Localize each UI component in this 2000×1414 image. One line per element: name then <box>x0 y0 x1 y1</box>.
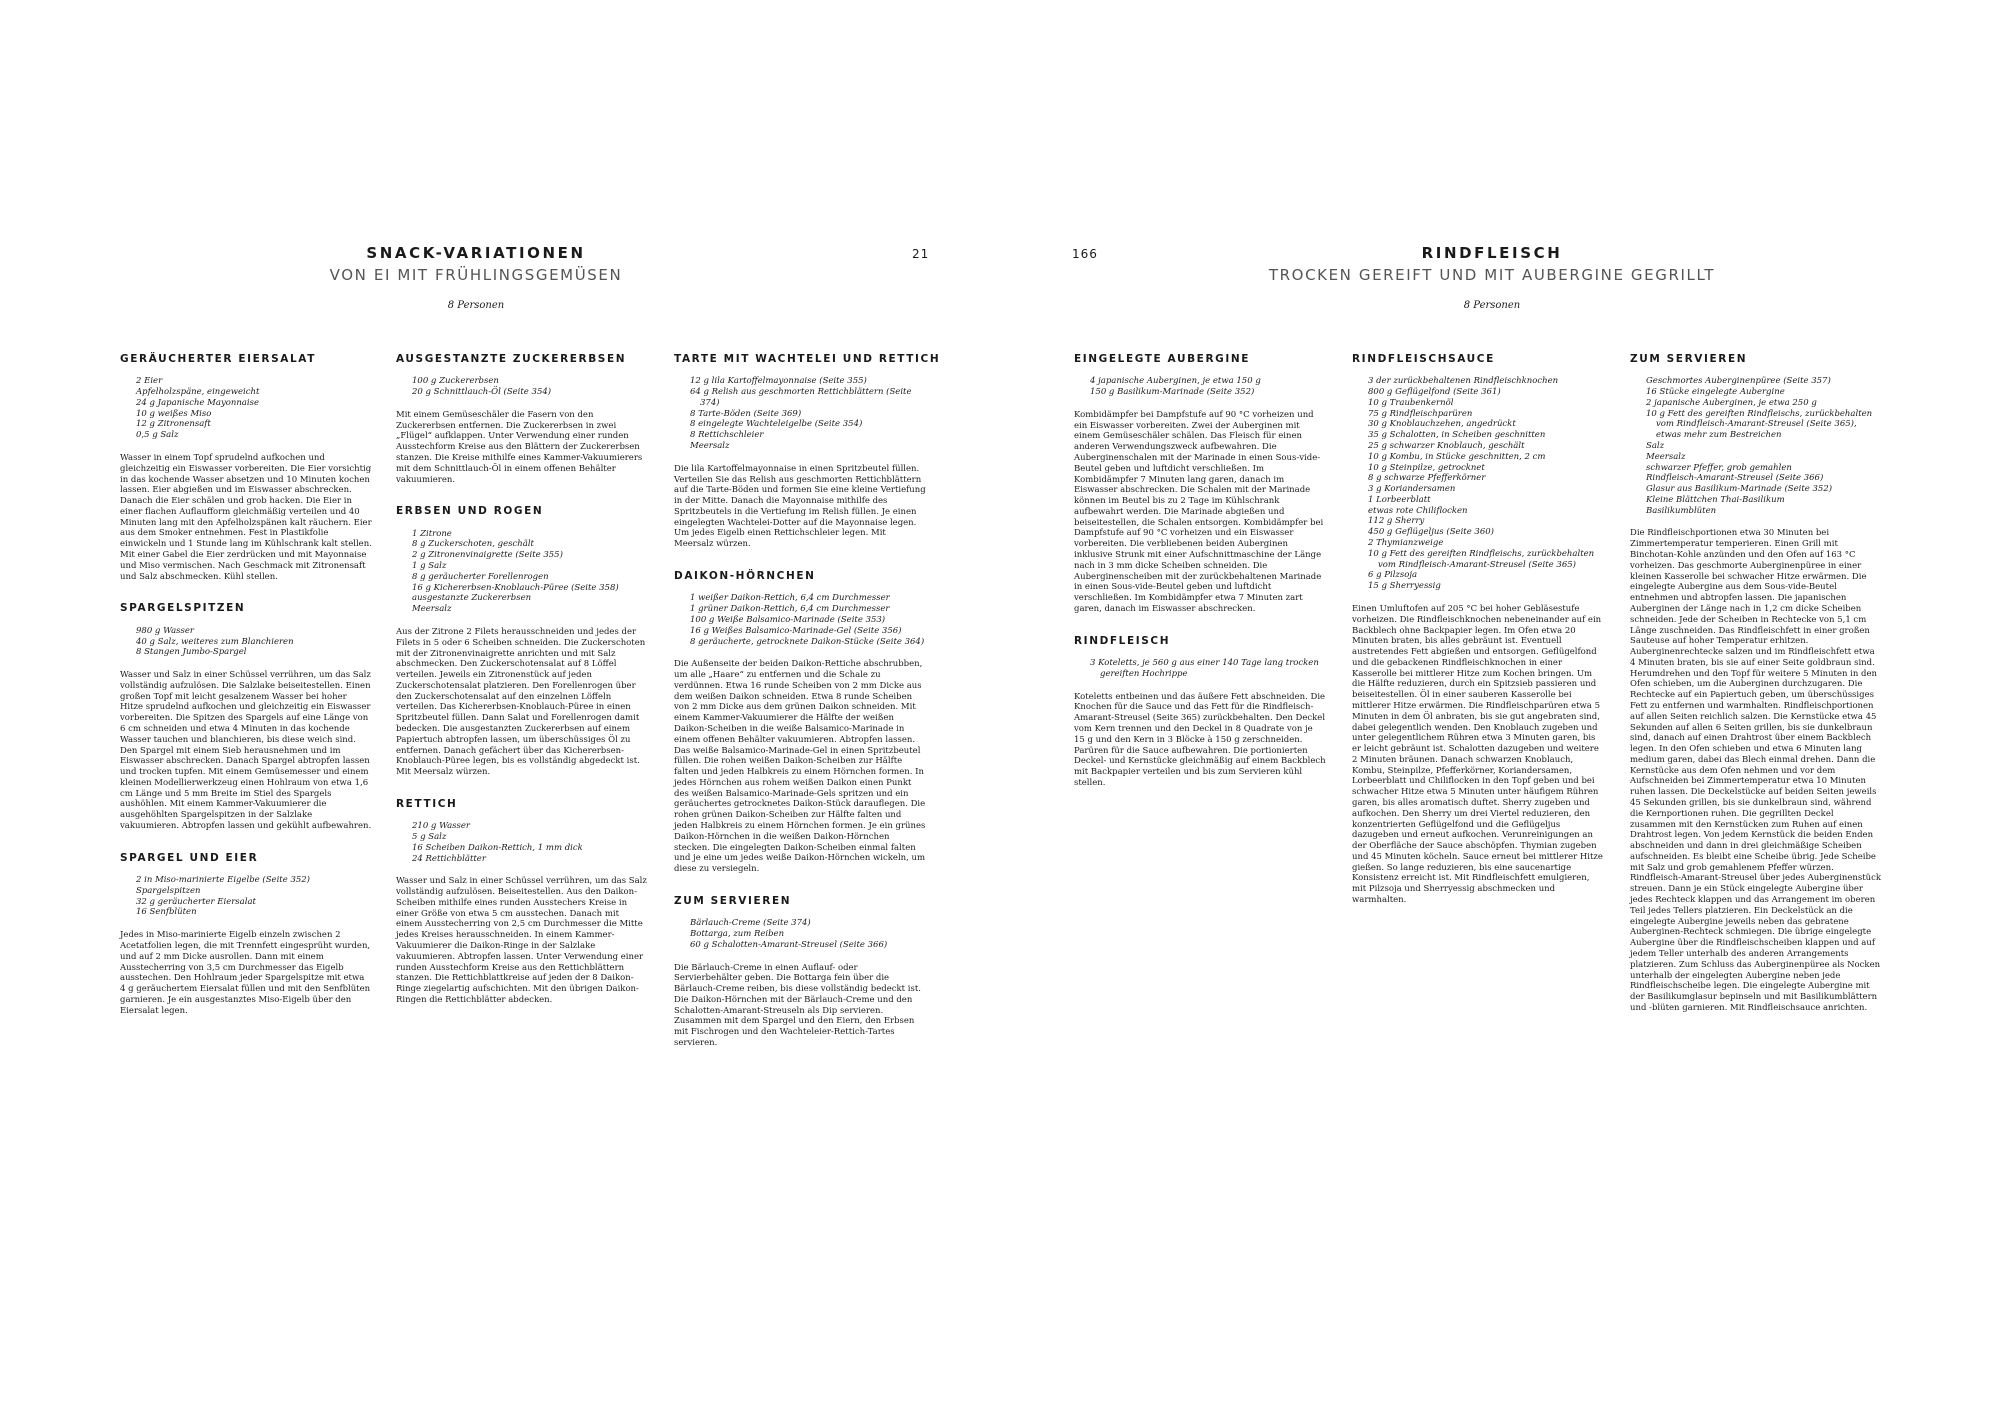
page-number: 21 <box>912 247 930 261</box>
ingredient-item: 12 g lila Kartoffelmayonnaise (Seite 355) <box>690 376 867 387</box>
ingredient-list <box>120 626 372 658</box>
ingredient-item: Spargelspitzen <box>136 885 201 896</box>
section-title: ZUM SERVIEREN <box>1630 353 1748 365</box>
recipe-subtitle: TROCKEN GEREIFT UND MIT AUBERGINE GEGRILLT <box>1268 266 1716 284</box>
section-title: TARTE MIT WACHTELEI UND RETTICH <box>674 353 941 365</box>
right-page <box>1000 0 2000 1414</box>
recipe-header-left <box>276 244 676 284</box>
recipe-section <box>674 895 926 1049</box>
recipe-column <box>1630 353 1882 1014</box>
ingredient-item: 3 Koteletts, je 560 g aus einer 140 Tage lang trocken gereiften Hochrippe <box>1090 658 1319 679</box>
section-title: DAIKON-HÖRNCHEN <box>674 570 816 583</box>
ingredient-item: 1 weißer Daikon-Rettich, 6,4 cm Durchmesser <box>690 593 890 604</box>
ingredient-item: 60 g Schalotten-Amarant-Streusel (Seite 366) <box>690 939 888 950</box>
ingredient-item: 16 g Kichererbsen-Knoblauch-Püree (Seite 358) <box>412 582 619 593</box>
ingredient-list <box>674 918 926 950</box>
section-title: AUSGESTANZTE ZUCKERERBSEN <box>396 353 627 365</box>
ingredient-item: 2 in Miso-marinierte Eigelbe (Seite 352) <box>136 875 310 886</box>
ingredient-item: 32 g geräucherter Eiersalat <box>136 896 256 907</box>
ingredient-item: 2 Thymianzweige <box>1368 538 1444 549</box>
recipe-section <box>1074 635 1326 789</box>
ingredient-item: 100 g Zuckererbsen <box>412 376 499 387</box>
serves-count: 8 Personen <box>1463 300 1521 311</box>
method-text: Die Rindfleischportionen etwa 30 Minuten bei Zimmertemperatur temperieren. Einen Grill mit Binchotan-Kohle anzünden und den Ofen auf 163 °C vorheizen. Das geschmorte Auberginenpüree in einer kleinen Kasserolle bei schwacher Hitze erwärmen. Die eingelegte Aubergine aus dem Sous-vide-Beutel entnehmen und abtropfen lassen. Die japanischen Auberginen der Länge nach in 1,2 cm dicke Scheiben schneiden. Jede der Scheiben in Rechtecke von 5,1 cm Länge zuschneiden. Das Rindfleischfett in einer großen Sauteuse auf hoher Temperatur erhitzen. Auberginenrechtecke salzen und im Rindfleischfett etwa 4 Minuten braten, bis sie auf einer Seite goldbraun sind. Herumdrehen und den Topf für weitere 5 Minuten in den Ofen schieben, um die Auberginen durchzugaren. Die Rechtecke auf ein Papiertuch geben, um überschüssiges Fett zu entfernen und warmhalten. Rindfleischportionen auf allen Seiten reichlich salzen. Die Kernstücke etwa 45 Sekunden auf allen 6 Seiten grillen, bis sie dunkelbraun sind, danach auf einen Drahtrost über einem Backblech legen. In den Ofen schieben und etwa 6 Minuten lang medium garen, dabei das Blech einmal drehen. Dann die Kernstücke aus dem Ofen nehmen und vor dem Aufschneiden bei Zimmertemperatur etwa 10 Minuten ruhen lassen. Die Deckelstücke auf beiden Seiten jeweils 45 Sekunden grillen, bis sie dunkelbraun sind, während die Kernportionen ruhen. Die gegrillten Deckel zusammen mit den Kernstücken zum Ruhen auf einen Drahtrost legen. Von jedem Kernstück die beiden Enden abschneiden und dann in drei gleichmäßige Scheiben aufschneiden. Es bleibt eine Scheibe übrig. Jede Scheibe mit Salz und grob gemahlenem Pfeffer würzen. Rindfleisch-Amarant-Streusel über jedes Auberginenstück streuen. Dann je ein Stück eingelegte Aubergine über jedes Rechteck klappen und das Arrangement im oberen Teil jedes Tellers platzieren. Ein Deckelstück an die eingelegte Aubergine jeweils neben das gebratene Auberginen-Rechteck schmiegen. Die übrige eingelegte Aubergine über die Rindfleischscheiben klappen und auf jedem Teller unterhalb des anderen Arrangements platzieren. Zum Schluss das Auberginenpüree als Nocken unterhalb der eingelegten Aubergine neben jede Rindfleischscheibe legen. Die eingelegte Aubergine mit der Basilikumglasur bepinseln und mit Basilikumblättern und -blüten garnieren. Mit Rindfleischsauce anrichten. <box>1630 528 1882 1013</box>
ingredient-item: Meersalz <box>1646 451 1686 462</box>
ingredient-item: 8 Stangen Jumbo-Spargel <box>136 647 247 658</box>
ingredient-item: Rindfleisch-Amarant-Streusel (Seite 366) <box>1646 473 1824 484</box>
ingredient-item: Apfelholzspäne, eingeweicht <box>136 387 260 398</box>
ingredient-item: Geschmortes Auberginenpüree (Seite 357) <box>1646 376 1831 387</box>
section-title: RINDFLEISCHSAUCE <box>1352 353 1495 365</box>
recipe-title: SNACK-VARIATIONEN <box>366 244 586 262</box>
method-text: Mit einem Gemüseschäler die Fasern von den Zuckererbsen entfernen. Die Zuckererbsen in zwei „Flügel“ aufklappen. Unter Verwendung einer runden Ausstechform Kreise aus den Blättern der Zuckererbsen stanzen. Die Kreise mithilfe eines Kammer-Vakuumierers mit dem Schnittlauch-Öl in einem offenen Behälter vakuumieren. <box>396 409 643 485</box>
ingredient-list <box>120 376 372 441</box>
ingredient-list <box>120 875 372 918</box>
ingredient-item: Bottarga, zum Reiben <box>690 929 785 940</box>
ingredient-list <box>674 593 926 647</box>
ingredient-item: 25 g schwarzer Knoblauch, geschält <box>1368 441 1525 452</box>
section-title: RETTICH <box>396 797 458 810</box>
ingredient-item: 16 g Weißes Balsamico-Marinade-Gel (Seite 356) <box>690 625 902 636</box>
ingredient-item: Salz <box>1646 441 1665 452</box>
section-title: GERÄUCHERTER EIERSALAT <box>120 353 316 365</box>
method-text: Die Bärlauch-Creme in einen Auflauf- oder Servierbehälter geben. Die Bottarga fein über die Bärlauch-Creme reiben, bis diese vollständig bedeckt ist. Die Daikon-Hörnchen mit der Bärlauch-Creme und den Schalotten-Amarant-Streuseln als Dip servieren. Zusammen mit dem Spargel und den Eiern, den Erbsen mit Fischrogen und den Wachteleier-Rettich-Tartes servieren. <box>674 962 921 1049</box>
recipe-section <box>396 353 648 485</box>
ingredient-item: 15 g Sherryessig <box>1368 581 1441 592</box>
method-text: Die Außenseite der beiden Daikon-Rettiche abschrubben, um alle „Haare“ zu entfernen und die Schale zu verdünnen. Etwa 16 runde Scheiben von 2 mm Dicke aus dem weißen Daikon schneiden. Etwa 8 runde Scheiben von 2 mm Dicke aus dem grünen Daikon schneiden. Mit einem Kammer-Vakuumierer die Hälfte der weißen Daikon-Scheiben in die weiße Balsamico-Marinade in einem offenen Behälter vakuumieren. Abtropfen lassen. Das weiße Balsamico-Marinade-Gel in einen Spritzbeutel füllen. Die rohen weißen Daikon-Scheiben zur Hälfte falten und jeden Halbkreis zu einem Hörnchen formen. In jedes Hörnchen aus rohem weißen Daikon einen Punkt des weißen Balsamico-Marinade-Gels spritzen und ein geräuchertes getrocknetes Daikon-Stück darauflegen. Die rohen grünen Daikon-Scheiben zur Hälfte falten und jeden Halbkreis zu einem Hörnchen formen. Je ein grünes Daikon-Hörnchen in die weißen Daikon-Hörnchen stecken. Die eingelegten Daikon-Scheiben einmal falten und je eine um jedes weiße Daikon-Hörnchen wickeln, um diese zu versiegeln. <box>674 659 926 875</box>
ingredient-item: 8 g schwarze Pfefferkörner <box>1368 473 1486 484</box>
ingredient-item: 64 g Relish aus geschmorten Rettichblättern (Seite 374) <box>690 387 912 408</box>
ingredient-item: 450 g Geflügeljus (Seite 360) <box>1368 527 1494 538</box>
recipe-section <box>1630 353 1882 1014</box>
ingredient-item: 10 g Fett des gereiften Rindfleischs, zurückbehalten vom Rindfleisch-Amarant-Streusel (Seite 365), etwas mehr zum Bestreichen <box>1646 408 1873 441</box>
ingredient-item: 30 g Knoblauchzehen, angedrückt <box>1368 419 1516 430</box>
ingredient-item: schwarzer Pfeffer, grob gemahlen <box>1646 462 1792 473</box>
recipe-header-right <box>1222 244 1762 284</box>
recipe-section <box>396 505 648 778</box>
ingredient-list <box>674 376 926 451</box>
ingredient-item: 24 g Japanische Mayonnaise <box>136 397 259 408</box>
ingredient-list <box>396 376 648 398</box>
ingredient-item: 100 g Weiße Balsamico-Marinade (Seite 353) <box>690 614 886 625</box>
recipe-section <box>120 852 372 1017</box>
page-number: 166 <box>1072 247 1098 261</box>
ingredient-item: 40 g Salz, weiteres zum Blanchieren <box>136 636 294 647</box>
ingredient-item: 35 g Schalotten, in Scheiben geschnitten <box>1368 430 1546 441</box>
ingredient-item: 980 g Wasser <box>136 625 194 636</box>
section-title: ERBSEN UND ROGEN <box>396 505 544 518</box>
ingredient-item: Bärlauch-Creme (Seite 374) <box>690 918 811 929</box>
recipe-column <box>674 353 941 1049</box>
method-text: Wasser und Salz in einer Schüssel verrühren, um das Salz vollständig aufzulösen. Die Salzlake beiseitestellen. Einen großen Topf mit leicht gesalzenem Wasser bei hoher Hitze sprudelnd aufkochen und gleichzeitig ein Eiswasser vorbereiten. Die Spitzen des Spargels auf eine Länge von 6 cm schneiden und etwa 4 Minuten in das kochende Wasser tauchen und blanchieren, bis diese weich sind. Den Spargel mit einem Sieb herausnehmen und im Eiswasser abschrecken. Danach Spargel abtropfen lassen und trocken tupfen. Mit einem Gemüsemesser und einem kleinen Modellierwerkzeug einen Hohlraum von etwa 1,6 cm Länge und 5 mm Breite im Stiel des Spargels aushöhlen. Mit einem Kammer-Vakuumierer die ausgehöhlten Spargelspitzen in der Salzlake vakuumieren. Abtropfen lassen und gekühlt aufbewahren. <box>120 670 372 831</box>
ingredient-list <box>1352 376 1604 592</box>
ingredient-item: 10 g Fett des gereiften Rindfleischs, zurückbehalten vom Rindfleisch-Amarant-Streusel (Seite 365) <box>1368 548 1595 570</box>
ingredient-item: 8 eingelegte Wachteleigelbe (Seite 354) <box>690 419 863 430</box>
ingredient-item: Meersalz <box>412 604 452 615</box>
ingredient-item: 112 g Sherry <box>1368 516 1425 527</box>
ingredient-item: 1 grüner Daikon-Rettich, 6,4 cm Durchmesser <box>690 604 890 615</box>
ingredient-item: 10 g Traubenkernöl <box>1368 397 1454 408</box>
ingredient-item: etwas rote Chiliflocken <box>1368 505 1468 516</box>
method-text: Koteletts entbeinen und das äußere Fett abschneiden. Die Knochen für die Sauce und das Fett für die Rindfleisch-Amarant-Streusel (Seite 365) zurückbehalten. Den Deckel vom Kern trennen und den Deckel in 8 Quadrate von je 15 g und den Kern in 3 Blöcke à 150 g zerschneiden. Parüren für die Sauce aufbewahren. Die portionierten Deckel- und Kernstücke gleichmäßig auf einem Backblech mit Backpapier verteilen und bis zum Servieren kühl stellen. <box>1074 691 1326 788</box>
ingredient-list <box>396 529 648 615</box>
ingredient-item: 800 g Geflügelfond (Seite 361) <box>1368 387 1501 398</box>
ingredient-item: 12 g Zitronensaft <box>136 419 211 430</box>
recipe-section <box>120 353 372 582</box>
ingredient-item: 8 Tarte-Böden (Seite 369) <box>690 408 802 419</box>
recipe-section <box>1074 353 1326 615</box>
ingredient-item: 1 g Salz <box>412 561 447 572</box>
ingredient-list <box>1074 376 1326 398</box>
ingredient-item: 4 japanische Auberginen, je etwa 150 g <box>1090 376 1261 387</box>
ingredient-item: 150 g Basilikum-Marinade (Seite 352) <box>1090 387 1255 398</box>
method-text: Einen Umluftofen auf 205 °C bei hoher Gebläsestufe vorheizen. Die Rindfleischknochen nebeneinander auf ein Backblech ohne Backpapier legen. Im Ofen etwa 20 Minuten braten, bis alles gebräunt ist. Eventuell austretendes Fett abgießen und entsorgen. Geflügelfond und die gebackenen Rindfleischknochen in einer Kasserolle bei mittlerer Hitze zum Kochen bringen. Um die Hälfte reduzieren, durch ein Spitzsieb passieren und beiseitestellen. Öl in einer sauberen Kasserolle bei mittlerer Hitze erwärmen. Die Rindfleischparüren etwa 5 Minuten in dem Öl anbraten, bis sie gut angebraten sind, dabei gelegentlich wenden. Den Knoblauch zugeben und unter gelegentlichem Rühren etwa 3 Minuten garen, bis er leicht gebräunt ist. Schalotten dazugeben und weitere 2 Minuten bräunen. Danach schwarzen Knoblauch, Kombu, Steinpilze, Pfefferkörner, Koriandersamen, Lorbeerblatt und Chiliflocken in den Topf geben und bei schwacher Hitze etwa 5 Minuten unter häufigem Rühren garen, bis alles aromatisch duftet. Sherry zugeben und aufkochen. Den Sherry um drei Viertel reduzieren, den konzentrierten Geflügelfond und die Geflügeljus dazugeben und erneut aufkochen. Verunreinigungen an der Oberfläche der Sauce abschöpfen. Thymian zugeben und 45 Minuten köcheln. Sauce erneut bei mittlerer Hitze gießen. So lange reduzieren, bis eine saucenartige Konsistenz erreicht ist. Mit Rindfleischfett emulgieren, mit Pilzsoja und Sherryessig abschmecken und warmhalten. <box>1352 603 1603 906</box>
ingredient-item: 24 Rettichblätter <box>412 853 486 864</box>
ingredient-item: 1 Zitrone <box>412 528 452 539</box>
ingredient-item: 2 g Zitronenvinaigrette (Seite 355) <box>412 550 563 561</box>
ingredient-item: 16 Scheiben Daikon-Rettich, 1 mm dick <box>412 842 583 853</box>
ingredient-item: Glasur aus Basilikum-Marinade (Seite 352) <box>1646 484 1833 495</box>
ingredient-item: 16 Stücke eingelegte Aubergine <box>1646 387 1785 398</box>
ingredient-list <box>1630 376 1882 516</box>
ingredient-item: 3 der zurückbehaltenen Rindfleischknochen <box>1368 376 1559 387</box>
section-title: SPARGELSPITZEN <box>120 602 246 615</box>
method-text: Die lila Kartoffelmayonnaise in einen Spritzbeutel füllen. Verteilen Sie das Relish aus geschmorten Rettichblättern auf die Tarte-Böden und formen Sie eine kleine Vertiefung in der Mitte. Danach die Mayonnaise mithilfe des Spritzbeutels in die Vertiefung im Relish füllen. Je einen eingelegten Wachtelei-Dotter auf die Mayonnaise legen. Um jedes Eigelb einen Rettichschleier legen. Mit Meersalz würzen. <box>674 463 926 550</box>
section-title: SPARGEL UND EIER <box>120 851 259 864</box>
ingredient-item: 10 g Steinpilze, getrocknet <box>1368 462 1485 473</box>
recipe-section <box>120 602 372 831</box>
recipe-column <box>396 353 648 1006</box>
ingredient-item: Kleine Blättchen Thai-Basilikum <box>1646 494 1785 505</box>
method-text: Jedes in Miso-marinierte Eigelb einzeln zwischen 2 Acetatfolien legen, die mit Trennfett eingesprüht wurden, und auf 2 mm Dicke ausrollen. Dann mit einem Ausstecherring von 3,5 cm Durchmesser das Eigelb ausstechen. Den Hohlraum jeder Spargelspitze mit etwa 4 g geräuchertem Eiersalat füllen und mit den Senfblüten garnieren. Je ein ausgestanztes Miso-Eigelb über den Eiersalat legen. <box>120 930 371 1016</box>
section-title: RINDFLEISCH <box>1074 634 1171 647</box>
ingredient-item: 5 g Salz <box>412 831 447 842</box>
ingredient-item: 2 Eier <box>136 376 163 387</box>
method-text: Wasser in einem Topf sprudelnd aufkochen und gleichzeitig ein Eiswasser vorbereiten. Die Eier vorsichtig in das kochende Wasser absetzen und 10 Minuten kochen lassen. Eier abgießen und im Eiswasser abschrecken. Danach die Eier schälen und grob hacken. Die Eier in einer flachen Auflaufform gleichmäßig verteilen und 40 Minuten lang mit den Apfelholzspänen kalt räuchern. Eier aus dem Smoker entnehmen. Fest in Plastikfolie einwickeln und 1 Stunde lang im Kühlschrank kalt stellen. Mit einer Gabel die Eier zerdrücken und mit Mayonnaise und Miso vermischen. Nach Geschmack mit Zitronensaft und Salz abschmecken. Kühl stellen. <box>120 453 372 582</box>
recipe-section <box>1352 353 1604 906</box>
recipe-column <box>120 353 372 1016</box>
serves-count: 8 Personen <box>447 300 505 311</box>
ingredient-list <box>1074 658 1326 680</box>
method-text: Wasser und Salz in einer Schüssel verrühren, um das Salz vollständig aufzulösen. Beiseitestellen. Aus den Daikon-Scheiben mithilfe eines runden Ausstechers Kreise in einer Größe von etwa 5 cm ausstechen. Danach mit einem Ausstecherring von 2,5 cm Durchmesser die Mitte jedes Kreises herausschneiden. In einem Kammer-Vakuumierer die Daikon-Ringe in der Salzlake vakuumieren. Abtropfen lassen. Unter Verwendung einer runden Ausstechform Kreise aus den Rettichblättern stanzen. Die Rettichblattkreise auf jeden der 8 Daikon-Ringe ziegelartig aufschichten. Mit den übrigen Daikon-Ringen die Rettichblätter abdecken. <box>396 876 647 1005</box>
ingredient-item: 8 g geräucherter Forellenrogen <box>412 571 549 582</box>
section-title: EINGELEGTE AUBERGINE <box>1074 353 1251 365</box>
ingredient-item: 8 Rettichschleier <box>690 430 764 441</box>
ingredient-item: 0,5 g Salz <box>136 430 179 441</box>
ingredient-item: 1 Lorbeerblatt <box>1368 494 1431 505</box>
recipe-section <box>674 570 926 875</box>
ingredient-item: 3 g Koriandersamen <box>1368 484 1456 495</box>
ingredient-item: 20 g Schnittlauch-Öl (Seite 354) <box>412 387 552 398</box>
ingredient-item: 210 g Wasser <box>412 821 470 832</box>
recipe-column <box>1074 353 1326 789</box>
recipe-title: RINDFLEISCH <box>1421 244 1563 262</box>
ingredient-item: 75 g Rindfleischparüren <box>1368 408 1473 419</box>
ingredient-item: 10 g Kombu, in Stücke geschnitten, 2 cm <box>1368 451 1546 462</box>
ingredient-item: 16 Senfblüten <box>136 907 197 918</box>
ingredient-item: 8 g Zuckerschoten, geschält <box>412 539 534 550</box>
section-title: ZUM SERVIEREN <box>674 894 792 907</box>
method-text: Aus der Zitrone 2 Filets herausschneiden und jedes der Filets in 5 oder 6 Scheiben schneiden. Die Zuckerschoten mit der Zitronenvinaigrette anrichten und mit Salz abschmecken. Den Zuckerschotensalat auf 8 Löffel verteilen. Jeweils ein Zitronenstück auf jeden Zuckerschotensalat platzieren. Den Forellenrogen über den Zuckerschotensalat auf den einzelnen Löffeln verteilen. Das Kichererbsen-Knoblauch-Püree in einen Spritzbeutel füllen. Dann Salat und Forellenrogen damit bedecken. Die ausgestanzten Zuckererbsen auf einem Papiertuch abtropfen lassen, um überschüssiges Öl zu entfernen. Danach gefächert über das Kichererbsen-Knoblauch-Püree legen, bis es vollständig abgedeckt ist. Mit Meersalz würzen. <box>396 626 646 778</box>
recipe-section <box>674 353 941 550</box>
recipe-subtitle: VON EI MIT FRÜHLINGSGEMÜSEN <box>329 266 623 284</box>
ingredient-item: 10 g weißes Miso <box>136 408 212 419</box>
recipe-section <box>396 798 648 1006</box>
ingredient-item: 2 japanische Auberginen, je etwa 250 g <box>1646 397 1817 408</box>
ingredient-item: ausgestanzte Zuckererbsen <box>412 593 532 604</box>
method-text: Kombidämpfer bei Dampfstufe auf 90 °C vorheizen und ein Eiswasser vorbereiten. Zwei der Auberginen mit einem Gemüseschäler schälen. Das Fleisch für einen anderen Verwendungszweck aufbewahren. Die Auberginenschalen mit der Marinade in einen Sous-vide-Beutel geben und luftdicht verschließen. Im Kombidämpfer 7 Minuten lang garen, danach im Eiswasser abschrecken. Die Schalen mit der Marinade können im Beutel bis zu 2 Tage im Kühlschrank aufbewahrt werden. Die Marinade abgießen und beiseitestellen, die Schalen entsorgen. Kombidämpfer bei Dampfstufe auf 90 °C vorheizen und ein Eiswasser vorbereiten. Die verbliebenen beiden Auberginen inklusive Strunk mit einer Aufschnittmaschine der Länge nach in 3 mm dicke Scheiben schneiden. Die Auberginenscheiben mit der zurückbehaltenen Marinade in einen Sous-vide-Beutel geben und luftdicht verschließen. Im Kombidämpfer etwa 7 Minuten zart garen, danach im Eiswasser abschrecken. <box>1074 409 1324 614</box>
ingredient-list <box>396 821 648 864</box>
recipe-column <box>1352 353 1604 906</box>
ingredient-item: 8 geräucherte, getrocknete Daikon-Stücke (Seite 364) <box>690 636 925 647</box>
ingredient-item: Meersalz <box>690 441 730 452</box>
ingredient-item: 6 g Pilzsoja <box>1368 570 1418 581</box>
ingredient-item: Basilikumblüten <box>1646 505 1717 516</box>
